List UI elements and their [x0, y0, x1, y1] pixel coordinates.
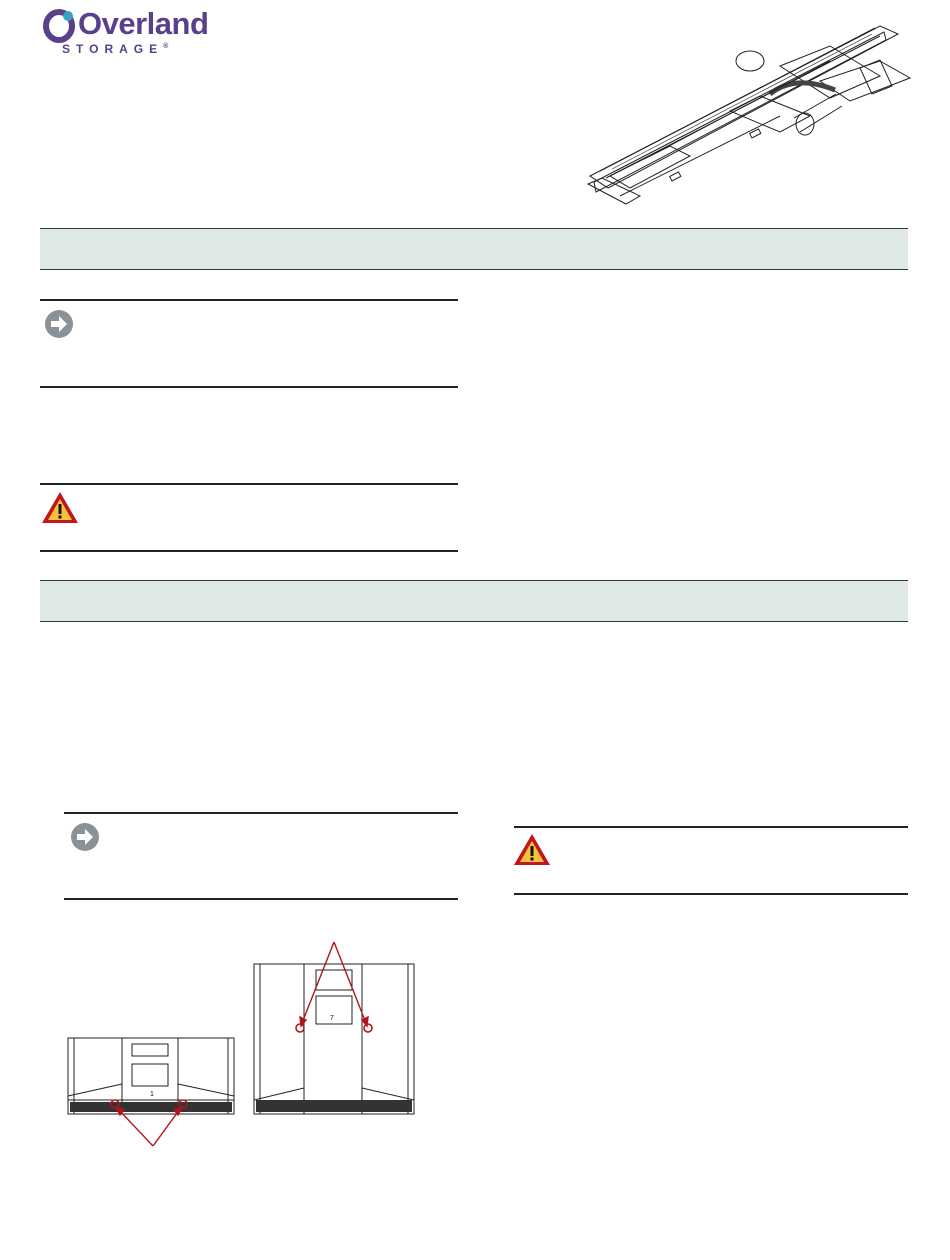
- warning-triangle-icon: [512, 832, 552, 868]
- caution-top-rule: [40, 483, 458, 485]
- note-top-rule: [64, 812, 458, 814]
- figure-label: 1: [150, 1091, 154, 1098]
- library-front-view-illustration: [66, 1030, 238, 1150]
- caution-top-rule: [514, 826, 908, 828]
- robotic-rail-assembly-illustration: [580, 6, 920, 216]
- caution-bottom-rule: [40, 550, 458, 552]
- section-header-band: [40, 228, 908, 270]
- note-bottom-rule: [40, 386, 458, 388]
- figure-label: 7: [330, 1015, 334, 1022]
- caution-bottom-rule: [514, 893, 908, 895]
- overland-storage-logo: [40, 6, 209, 58]
- logo-word: Overland: [78, 6, 209, 41]
- logo-subtitle: STORAGE®: [62, 42, 169, 56]
- note-bottom-rule: [64, 898, 458, 900]
- arrow-right-circle-icon: [70, 822, 100, 852]
- note-top-rule: [40, 299, 458, 301]
- section-header-band: [40, 580, 908, 622]
- library-front-view-tall-illustration: [250, 940, 430, 1116]
- arrow-right-circle-icon: [44, 309, 74, 339]
- warning-triangle-icon: [40, 490, 80, 526]
- registered-mark: ®: [163, 43, 169, 50]
